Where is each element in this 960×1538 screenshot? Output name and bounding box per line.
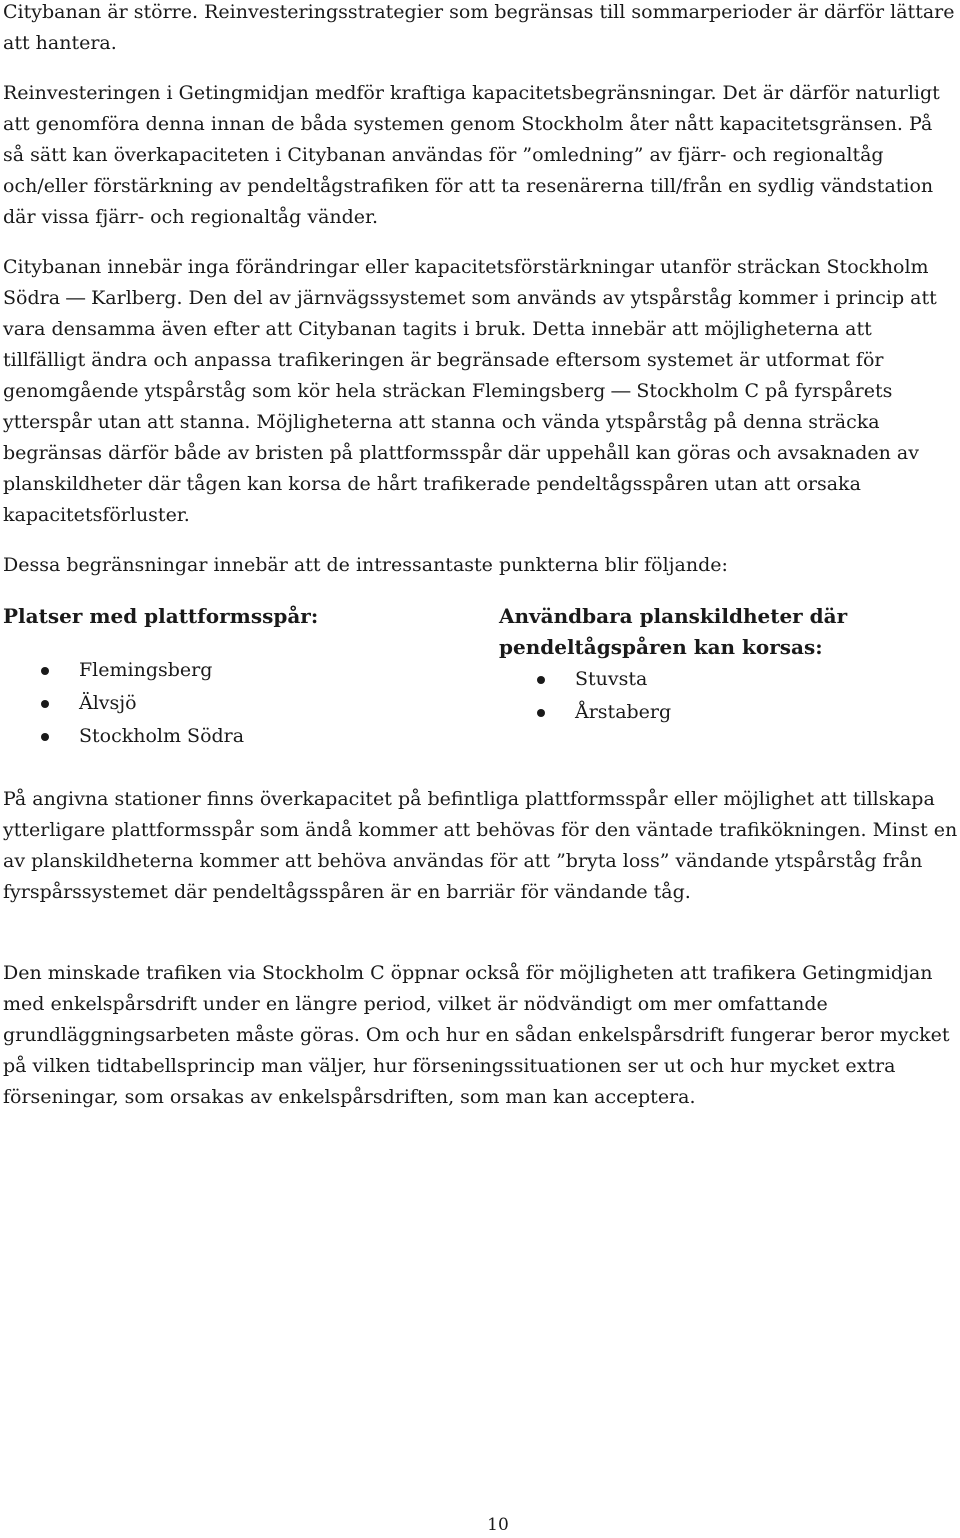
platform-locations-list (3, 654, 473, 753)
bullet-icon (41, 700, 49, 708)
bullet-icon (537, 676, 545, 684)
grade-separations-title: Användbara planskildheter där pendeltågspåren kan korsas: (499, 604, 848, 659)
grade-separations-section (499, 601, 959, 729)
list-item: Flemingsberg (3, 654, 473, 687)
paragraph-reinvestment-getingmidjan: Reinvesteringen i Getingmidjan medför kraftiga kapacitetsbegränsningar. Det är därför naturligt att genomföra denna innan de båda systemen genom Stockholm åter nått kapacitetsgränsen. På så sätt kan överkapaciteten i Citybanan användas för ”omledning” av fjärr- och regionaltåg och/eller förstärkning av pendeltågstrafiken för att ta resenärerna till/från en sydlig vändstation där vissa fjärr- och regionaltåg vänder. (3, 82, 940, 228)
bullet-icon (41, 667, 49, 675)
list-item: Stockholm Södra (3, 720, 473, 753)
bullet-icon (537, 709, 545, 717)
list-item: Älvsjö (3, 687, 473, 720)
paragraph-stations-overcapacity: På angivna stationer finns överkapacitet på befintliga plattformsspår eller möjlighet att tillskapa ytterligare plattformsspår som ändå kommer att behövas för den väntade trafikökningen. Minst en av planskildheterna kommer att behöva användas för att ”bryta loss” vändande ytspårståg från fyrspårssystemet där pendeltågsspåren är en barriär för vändande tåg. (3, 788, 958, 903)
grade-separations-list (499, 663, 959, 729)
bullet-icon (41, 733, 49, 741)
paragraph-citybanan-changes: Citybanan innebär inga förändringar eller kapacitetsförstärkningar utanför sträckan Stockholm Södra ― Karlberg. Den del av järnvägssystemet som används av ytspårståg kommer i princip att vara densamma även efter att Citybanan tagits i bruk. Detta innebär att möjligheterna att tillfälligt ändra och anpassa trafikeringen är begränsade eftersom systemet är utformat för genomgående ytspårståg som kör hela sträckan Flemingsberg ― Stockholm C på fyrspårets ytterspår utan att stanna. Möjligheterna att stanna och vända ytspårståg på denna sträcka begränsas därför både av bristen på plattformsspår där uppehåll kan göras och avsaknaden av planskildheter där tågen kan korsa de hårt trafikerade pendeltågsspåren utan att orsaka kapacitetsförluster. (3, 256, 937, 526)
platform-locations-title: Platser med plattformsspår: (3, 604, 319, 628)
page-number: 10 (487, 1515, 509, 1535)
list-item: Årstaberg (499, 696, 959, 729)
paragraph-citybanan-larger: Citybanan är större. Reinvesteringsstrategier som begränsas till sommarperioder är därför lättare att hantera. (3, 1, 955, 54)
platform-locations-section (3, 601, 473, 753)
paragraph-reduced-traffic: Den minskade trafiken via Stockholm C öppnar också för möjligheten att trafikera Getingmidjan med enkelspårsdrift under en längre period, vilket är nödvändigt om mer omfattande grundläggningsarbeten måste göras. Om och hur en sådan enkelspårsdrift fungerar beror mycket på vilken tidtabellsprincip man väljer, hur förseningssituationen ser ut och hur mycket extra förseningar, som orsakas av enkelspårsdriften, som man kan acceptera. (3, 962, 950, 1108)
list-item: Stuvsta (499, 663, 959, 696)
paragraph-limitations-intro: Dessa begränsningar innebär att de intressantaste punkterna blir följande: (3, 554, 728, 576)
